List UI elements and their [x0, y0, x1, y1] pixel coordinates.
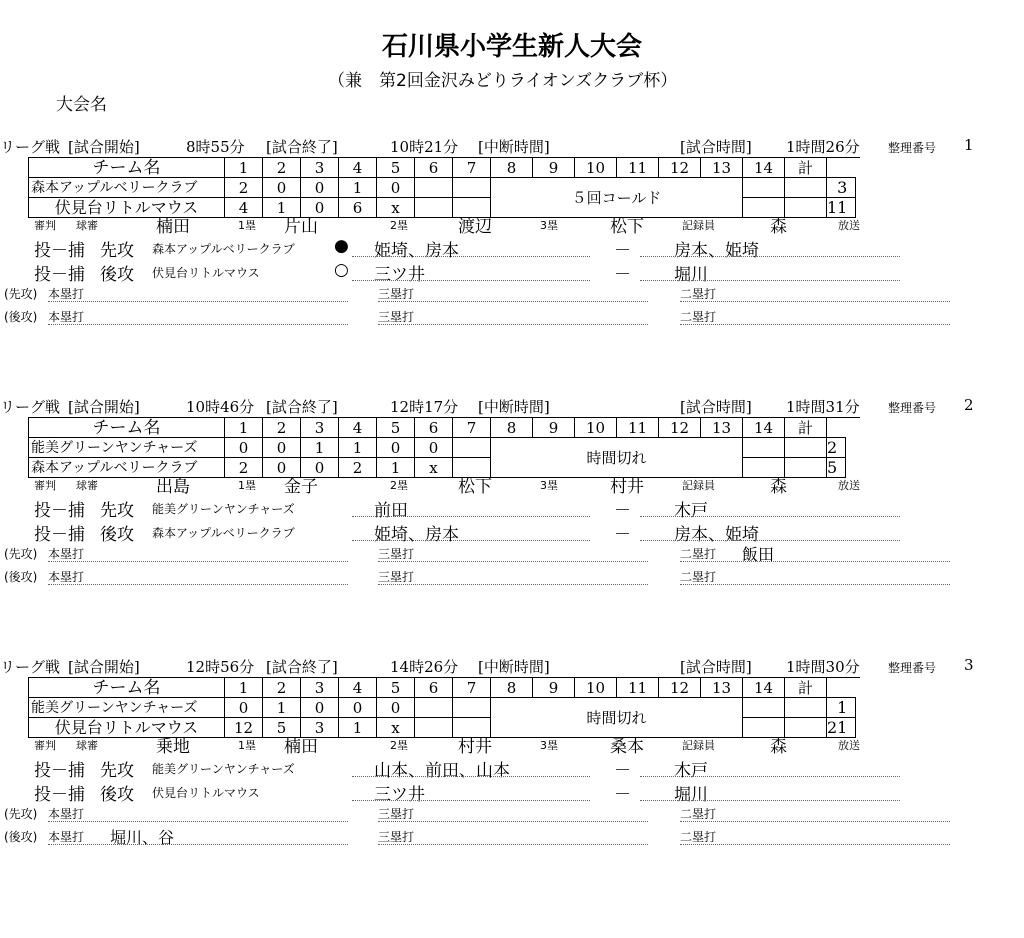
- umpire-label: 審判: [34, 479, 56, 492]
- team-total: 2: [827, 438, 846, 458]
- start-time: 12時56分: [186, 658, 255, 676]
- pitcher-underline: [352, 776, 590, 777]
- homerun-label: 本塁打: [48, 807, 85, 821]
- inning-score: 0: [301, 178, 339, 198]
- duration-value: 1時間26分: [786, 138, 860, 156]
- catcher-underline: [640, 800, 900, 801]
- pitchers: 三ツ井: [374, 785, 425, 805]
- total-header: 計: [785, 678, 827, 698]
- inning-header: 12: [659, 418, 701, 438]
- seiri-number: 1: [964, 136, 974, 154]
- inning-score: 2: [225, 458, 263, 478]
- inning-header: 7: [453, 418, 491, 438]
- inning-header: 14: [743, 418, 785, 438]
- inning-header: 5: [377, 678, 415, 698]
- inning-score: 0: [415, 438, 453, 458]
- team-name: 能美グリーンヤンチャーズ: [29, 698, 225, 718]
- inning-header: 5: [377, 158, 415, 178]
- extra-base-hits-line: [0, 543, 960, 563]
- battery-dash: －: [614, 761, 631, 781]
- double-label: 二塁打: [680, 547, 717, 561]
- catchers: 堀川: [674, 265, 708, 285]
- inning-header: 12: [659, 678, 701, 698]
- catcher-underline: [640, 776, 900, 777]
- battery-line: [34, 780, 914, 805]
- recorder-label: 記録員: [682, 219, 715, 232]
- battery-team-name: 森本アップルベリークラブ: [152, 242, 295, 256]
- batting-order-label: 先攻: [100, 241, 134, 261]
- catchers: 房本、姫埼: [674, 241, 759, 261]
- battery-dash: －: [614, 265, 631, 285]
- plate-umpire-label: 球審: [76, 479, 98, 492]
- team-total: 1: [827, 698, 856, 718]
- inning-score: 0: [301, 458, 339, 478]
- inning-score: x: [377, 198, 415, 218]
- inning-header: 1: [225, 418, 263, 438]
- batting-side-label: (後攻): [4, 310, 38, 324]
- scoreboard-header-row: [29, 678, 856, 698]
- team-score-row: [29, 178, 856, 198]
- homerun-label: 本塁打: [48, 570, 85, 584]
- inning-score: [785, 438, 827, 458]
- battery-line: [34, 260, 914, 285]
- inning-score: 0: [263, 438, 301, 458]
- plate-umpire-name: 楠田: [156, 217, 190, 237]
- game-header: [0, 136, 1024, 158]
- team-name: 伏見台リトルマウス: [29, 718, 225, 738]
- triple-label: 三塁打: [378, 830, 415, 844]
- battery-team-name: 伏見台リトルマウス: [152, 786, 260, 800]
- inning-header: 8: [491, 678, 533, 698]
- batting-side-label: (後攻): [4, 830, 38, 844]
- pitchers: 前田: [374, 501, 408, 521]
- battery-label: 投－捕: [34, 525, 85, 545]
- team-total: 11: [827, 198, 856, 218]
- inning-header: 6: [415, 158, 453, 178]
- batting-order-label: 先攻: [100, 761, 134, 781]
- battery-team-name: 伏見台リトルマウス: [152, 266, 260, 280]
- team-total: 21: [827, 718, 856, 738]
- recorder-name: 森: [770, 217, 787, 237]
- inning-score: 0: [301, 698, 339, 718]
- duration-label: [試合時間]: [680, 138, 752, 156]
- first-base-label: 1塁: [238, 479, 256, 492]
- team-name: 伏見台リトルマウス: [29, 198, 225, 218]
- inning-header: 11: [617, 678, 659, 698]
- inning-header: 2: [263, 678, 301, 698]
- inning-header: 4: [339, 418, 377, 438]
- batting-order-label: 後攻: [100, 265, 134, 285]
- league-label: リーグ戦: [0, 658, 61, 676]
- battery-team-name: 森本アップルベリークラブ: [152, 526, 295, 540]
- catcher-underline: [640, 256, 900, 257]
- inning-score: 0: [263, 178, 301, 198]
- team-total: 5: [827, 458, 846, 478]
- inning-score: 6: [339, 198, 377, 218]
- game-header: [0, 656, 1024, 678]
- double-label: 二塁打: [680, 570, 717, 584]
- team-name-header: チーム名: [29, 158, 225, 178]
- triple-label: 三塁打: [378, 287, 415, 301]
- battery-team-name: 能美グリーンヤンチャーズ: [152, 762, 295, 776]
- game-header: [0, 396, 1024, 418]
- end-label: [試合終了]: [266, 658, 338, 676]
- extra-base-hits-line: [0, 306, 960, 326]
- inning-score: 5: [263, 718, 301, 738]
- homerun-underline: [48, 561, 348, 562]
- inning-score: 0: [225, 438, 263, 458]
- homerun-underline: [48, 821, 348, 822]
- triple-label: 三塁打: [378, 807, 415, 821]
- league-label: リーグ戦: [0, 398, 61, 416]
- first-base-umpire: 金子: [284, 477, 318, 497]
- battery-team-name: 能美グリーンヤンチャーズ: [152, 502, 295, 516]
- triple-underline: [378, 821, 648, 822]
- batting-side-label: (先攻): [4, 547, 38, 561]
- double-underline: [680, 584, 950, 585]
- double-label: 二塁打: [680, 287, 717, 301]
- team-name: 森本アップルベリークラブ: [29, 458, 225, 478]
- catcher-underline: [640, 540, 900, 541]
- battery-line: [34, 520, 914, 545]
- batting-side-label: (先攻): [4, 287, 38, 301]
- end-time: 14時26分: [390, 658, 459, 676]
- broadcast-label: 放送: [838, 219, 860, 232]
- plate-umpire-name: 出島: [156, 477, 190, 497]
- total-header: 計: [785, 418, 827, 438]
- game-record: [0, 136, 1024, 386]
- triple-label: 三塁打: [378, 547, 415, 561]
- inning-header: 6: [415, 418, 453, 438]
- plate-umpire-label: 球審: [76, 739, 98, 752]
- inning-score: 1: [301, 438, 339, 458]
- third-base-label: 3塁: [540, 479, 558, 492]
- seiri-label: 整理番号: [888, 141, 937, 155]
- recorder-name: 森: [770, 737, 787, 757]
- game-note: ５回コールド: [491, 178, 743, 218]
- start-time: 10時46分: [186, 398, 255, 416]
- duration-value: 1時間30分: [786, 658, 860, 676]
- inning-header: 4: [339, 158, 377, 178]
- double-underline: [680, 561, 950, 562]
- inning-score: 0: [339, 698, 377, 718]
- seiri-label: 整理番号: [888, 661, 937, 675]
- first-base-label: 1塁: [238, 739, 256, 752]
- total-header: 計: [785, 158, 827, 178]
- inning-score: 1: [263, 198, 301, 218]
- catcher-underline: [640, 516, 900, 517]
- battery-dash: －: [614, 501, 631, 521]
- inning-score: 1: [339, 438, 377, 458]
- scoreboard-table: [28, 157, 856, 218]
- third-base-umpire: 村井: [610, 477, 644, 497]
- inning-header: 3: [301, 158, 339, 178]
- end-time: 12時17分: [390, 398, 459, 416]
- game-record: [0, 396, 1024, 646]
- homerun-label: 本塁打: [48, 830, 85, 844]
- inning-header: 14: [743, 678, 785, 698]
- inning-score: x: [377, 718, 415, 738]
- inning-score: 2: [339, 458, 377, 478]
- second-base-umpire: 渡辺: [458, 217, 492, 237]
- pitcher-underline: [352, 280, 590, 281]
- inning-score: [453, 698, 491, 718]
- broadcast-label: 放送: [838, 739, 860, 752]
- result-mark: ○: [334, 260, 349, 280]
- pitchers: 姫埼、房本: [374, 241, 459, 261]
- inning-header: 10: [575, 158, 617, 178]
- inning-score: 0: [377, 698, 415, 718]
- inning-header: 12: [659, 158, 701, 178]
- first-base-umpire: 楠田: [284, 737, 318, 757]
- inning-score: 2: [225, 178, 263, 198]
- inning-score: 3: [301, 718, 339, 738]
- inning-header: 11: [617, 158, 659, 178]
- catchers: 堀川: [674, 785, 708, 805]
- third-base-umpire: 松下: [610, 217, 644, 237]
- inning-header: 6: [415, 678, 453, 698]
- pitcher-underline: [352, 540, 590, 541]
- inning-score: 1: [339, 178, 377, 198]
- extra-base-hits-line: [0, 566, 960, 586]
- extra-base-hits-line: [0, 283, 960, 303]
- game-note: 時間切れ: [491, 438, 743, 478]
- umpire-line: [34, 472, 934, 497]
- end-time: 10時21分: [390, 138, 459, 156]
- plate-umpire-label: 球審: [76, 219, 98, 232]
- inning-header: 9: [533, 678, 575, 698]
- plate-umpire-name: 乗地: [156, 737, 190, 757]
- team-name: 能美グリーンヤンチャーズ: [29, 438, 225, 458]
- inning-header: 9: [533, 158, 575, 178]
- scoreboard-header-row: [29, 418, 846, 438]
- second-base-label: 2塁: [390, 739, 408, 752]
- team-name-header: チーム名: [29, 418, 225, 438]
- inning-header: 5: [377, 418, 415, 438]
- suspend-label: [中断時間]: [478, 138, 550, 156]
- inning-score: 0: [225, 698, 263, 718]
- end-label: [試合終了]: [266, 398, 338, 416]
- inning-header: 3: [301, 418, 339, 438]
- catchers: 木戸: [674, 501, 708, 521]
- recorder-label: 記録員: [682, 739, 715, 752]
- second-base-label: 2塁: [390, 219, 408, 232]
- inning-header: 11: [617, 418, 659, 438]
- battery-dash: －: [614, 241, 631, 261]
- double-underline: [680, 301, 950, 302]
- battery-label: 投－捕: [34, 501, 85, 521]
- inning-header: 4: [339, 678, 377, 698]
- second-base-umpire: 村井: [458, 737, 492, 757]
- triple-underline: [378, 301, 648, 302]
- inning-header: 7: [453, 678, 491, 698]
- team-name: 森本アップルベリークラブ: [29, 178, 225, 198]
- battery-label: 投－捕: [34, 265, 85, 285]
- recorder-name: 森: [770, 477, 787, 497]
- third-base-label: 3塁: [540, 739, 558, 752]
- pitcher-underline: [352, 516, 590, 517]
- duration-label: [試合時間]: [680, 658, 752, 676]
- double-batters: 飯田: [742, 545, 775, 564]
- batting-side-label: (先攻): [4, 807, 38, 821]
- suspend-label: [中断時間]: [478, 658, 550, 676]
- batting-order-label: 先攻: [100, 501, 134, 521]
- third-base-label: 3塁: [540, 219, 558, 232]
- page-title: 石川県小学生新人大会: [381, 32, 642, 62]
- homerun-underline: [48, 324, 348, 325]
- pitchers: 山本、前田、山本: [374, 761, 510, 781]
- league-label: リーグ戦: [0, 138, 61, 156]
- inning-header: 1: [225, 158, 263, 178]
- inning-header: 13: [701, 158, 743, 178]
- duration-value: 1時間31分: [786, 398, 860, 416]
- batting-order-label: 後攻: [100, 525, 134, 545]
- inning-score: 0: [377, 178, 415, 198]
- battery-label: 投－捕: [34, 241, 85, 261]
- third-base-umpire: 桑本: [610, 737, 644, 757]
- inning-score: x: [415, 458, 453, 478]
- start-label: [試合開始]: [68, 658, 140, 676]
- double-label: 二塁打: [680, 807, 717, 821]
- recorder-label: 記録員: [682, 479, 715, 492]
- homerun-label: 本塁打: [48, 547, 85, 561]
- inning-header: 3: [301, 678, 339, 698]
- first-base-label: 1塁: [238, 219, 256, 232]
- inning-score: 0: [263, 458, 301, 478]
- inning-header: 7: [453, 158, 491, 178]
- inning-header: 13: [701, 418, 743, 438]
- suspend-label: [中断時間]: [478, 398, 550, 416]
- inning-score: [453, 438, 491, 458]
- duration-label: [試合時間]: [680, 398, 752, 416]
- double-underline: [680, 821, 950, 822]
- inning-score: [453, 178, 491, 198]
- inning-score: [743, 438, 785, 458]
- start-time: 8時55分: [186, 138, 245, 156]
- triple-label: 三塁打: [378, 310, 415, 324]
- inning-header: 10: [575, 678, 617, 698]
- inning-score: 4: [225, 198, 263, 218]
- umpire-line: [34, 732, 934, 757]
- seiri-number: 2: [964, 396, 974, 414]
- start-label: [試合開始]: [68, 398, 140, 416]
- seiri-label: 整理番号: [888, 401, 937, 415]
- pitchers: 姫埼、房本: [374, 525, 459, 545]
- inning-header: 8: [491, 158, 533, 178]
- inning-score: [785, 178, 827, 198]
- pitchers: 三ツ井: [374, 265, 425, 285]
- scoreboard-header-row: [29, 158, 856, 178]
- triple-underline: [378, 844, 648, 845]
- inning-header: 9: [533, 418, 575, 438]
- tournament-name-label: 大会名: [56, 95, 107, 115]
- inning-header: 2: [263, 158, 301, 178]
- inning-score: 0: [377, 438, 415, 458]
- page-subtitle: （兼 第2回金沢みどりライオンズクラブ杯）: [328, 71, 678, 91]
- second-base-label: 2塁: [390, 479, 408, 492]
- team-score-row: [29, 438, 846, 458]
- double-underline: [680, 324, 950, 325]
- inning-score: [415, 178, 453, 198]
- homerun-underline: [48, 584, 348, 585]
- battery-line: [34, 496, 914, 521]
- inning-header: 14: [743, 158, 785, 178]
- extra-base-hits-line: [0, 803, 960, 823]
- homerun-underline: [48, 844, 348, 845]
- result-mark: ●: [334, 236, 349, 256]
- inning-score: [785, 698, 827, 718]
- umpire-label: 審判: [34, 739, 56, 752]
- homerun-batters: 堀川、谷: [110, 828, 175, 847]
- double-label: 二塁打: [680, 830, 717, 844]
- game-note: 時間切れ: [491, 698, 743, 738]
- team-name-header: チーム名: [29, 678, 225, 698]
- triple-underline: [378, 561, 648, 562]
- scoreboard-table: [28, 677, 856, 738]
- double-underline: [680, 844, 950, 845]
- extra-base-hits-line: [0, 826, 960, 846]
- homerun-label: 本塁打: [48, 287, 85, 301]
- umpire-line: [34, 212, 934, 237]
- team-total: 3: [827, 178, 856, 198]
- inning-score: [415, 698, 453, 718]
- inning-score: 0: [301, 198, 339, 218]
- inning-header: 10: [575, 418, 617, 438]
- triple-underline: [378, 584, 648, 585]
- triple-underline: [378, 324, 648, 325]
- team-score-row: [29, 698, 856, 718]
- inning-score: 1: [377, 458, 415, 478]
- double-label: 二塁打: [680, 310, 717, 324]
- inning-score: [743, 698, 785, 718]
- inning-score: [743, 178, 785, 198]
- battery-dash: －: [614, 785, 631, 805]
- battery-line: [34, 756, 914, 781]
- umpire-label: 審判: [34, 219, 56, 232]
- end-label: [試合終了]: [266, 138, 338, 156]
- first-base-umpire: 片山: [284, 217, 318, 237]
- start-label: [試合開始]: [68, 138, 140, 156]
- second-base-umpire: 松下: [458, 477, 492, 497]
- homerun-underline: [48, 301, 348, 302]
- broadcast-label: 放送: [838, 479, 860, 492]
- catcher-underline: [640, 280, 900, 281]
- battery-dash: －: [614, 525, 631, 545]
- inning-header: 2: [263, 418, 301, 438]
- triple-label: 三塁打: [378, 570, 415, 584]
- catchers: 房本、姫埼: [674, 525, 759, 545]
- battery-label: 投－捕: [34, 761, 85, 781]
- inning-header: 13: [701, 678, 743, 698]
- batting-order-label: 後攻: [100, 785, 134, 805]
- scoreboard-table: [28, 417, 846, 478]
- inning-header: 8: [491, 418, 533, 438]
- inning-score: 12: [225, 718, 263, 738]
- catchers: 木戸: [674, 761, 708, 781]
- pitcher-underline: [352, 800, 590, 801]
- batting-side-label: (後攻): [4, 570, 38, 584]
- battery-label: 投－捕: [34, 785, 85, 805]
- inning-header: 1: [225, 678, 263, 698]
- inning-score: 1: [339, 718, 377, 738]
- pitcher-underline: [352, 256, 590, 257]
- inning-score: 1: [263, 698, 301, 718]
- battery-line: [34, 236, 914, 261]
- homerun-label: 本塁打: [48, 310, 85, 324]
- seiri-number: 3: [964, 656, 974, 674]
- game-record: [0, 656, 1024, 906]
